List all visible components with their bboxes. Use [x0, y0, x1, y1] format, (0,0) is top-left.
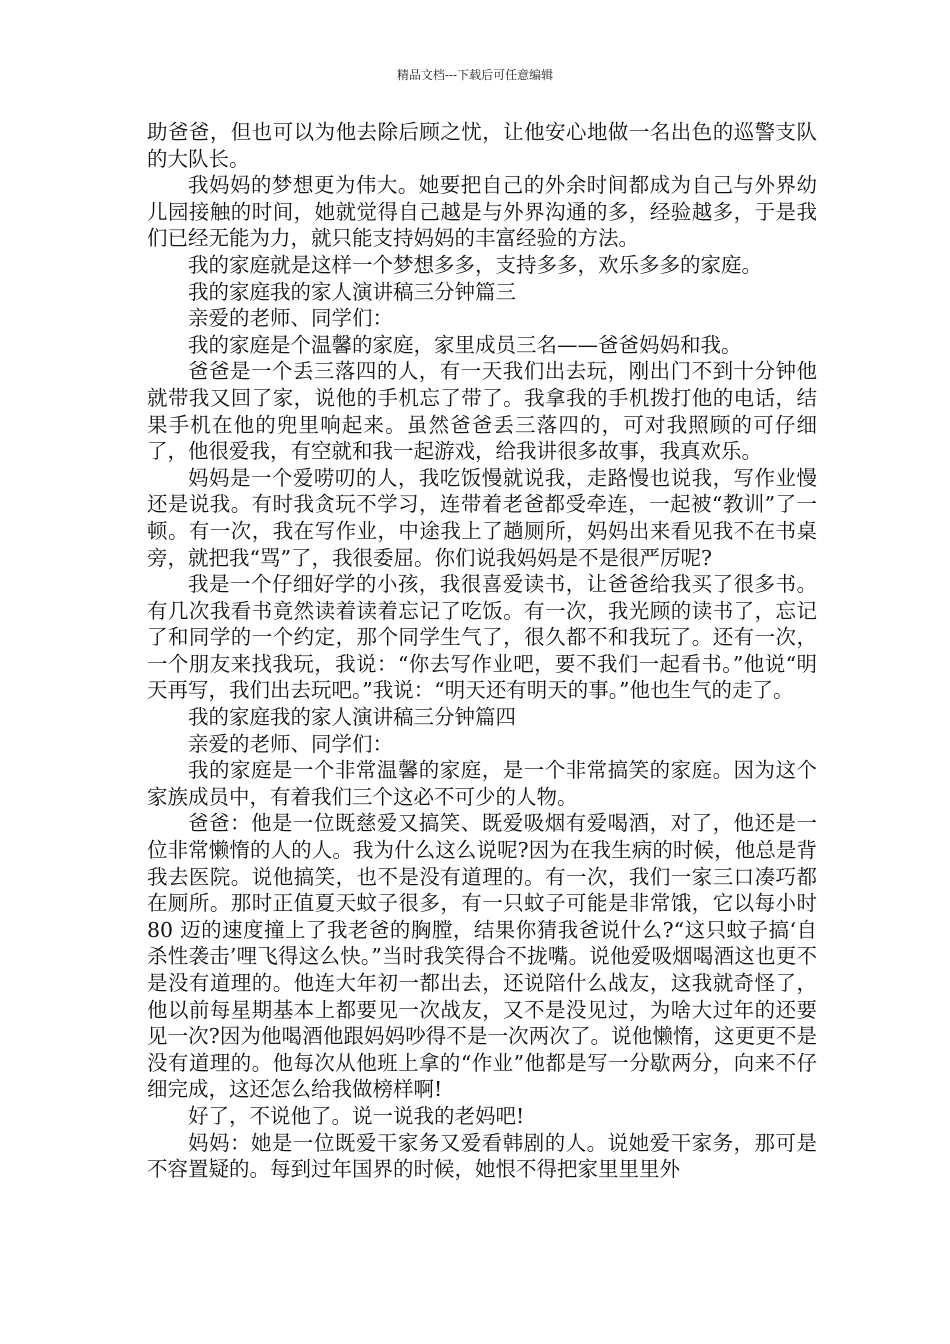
section-heading: 我的家庭我的家人演讲稿三分钟篇四	[188, 705, 516, 730]
document-body	[147, 119, 817, 1183]
paragraph: 我是一个仔细好学的小孩，我很喜爱读书，让爸爸给我买了很多书。有几次我看书竟然读着读着忘记了吃饭。有一次，我光顾的读书了，忘记了和同学的一个约定，那个同学生气了，很久都不和我玩了。还有一次，一个朋友来找我玩，我说：“你去写作业吧，要不我们一起看书。”他说“明天再写，我们出去玩吧。”我说：“明天还有明天的事。”他也生气的走了。	[147, 572, 817, 703]
paragraph: 好了，不说他了。说一说我的老妈吧!	[188, 1103, 525, 1128]
paragraph: 妈妈：她是一位既爱干家务又爱看韩剧的人。说她爱干家务，那可是不容置疑的。每到过年国界的时候，她恨不得把家里里里外	[147, 1130, 817, 1182]
paragraph: 我的家庭就是这样一个梦想多多，支持多多，欢乐多多的家庭。	[188, 252, 762, 277]
paragraph: 爸爸：他是一位既慈爱又搞笑、既爱吸烟有爱喝酒，对了，他还是一位非常懒惰的人的人。我为什么这么说呢?因为在我生病的时候，他总是背我去医院。说他搞笑，也不是没有道理的。有一次，我们一家三口凑巧都在厕所。那时正值夏天蚊子很多，有一只蚊子可能是非常饿，它以每小时 80 迈的速度撞上了我老爸的胸膛，结果你猜我爸说什么?“这只蚊子搞‘自杀性袭击’哩飞得这么快。”当时我笑得合不拢嘴。说他爱吸烟喝酒这也更不是没有道理的。他连大年初一都出去，还说陪什么战友，这我就奇怪了，他以前每星期基本上都要见一次战友，又不是没见过，为啥大过年的还要见一次?因为他喝酒他跟妈妈吵得不是一次两次了。说他懒惰，这更更不是没有道理的。他每次从他班上拿的“作业”他都是写一分歇两分，向来不仔细完成，这还怎么给我做榜样啊!	[147, 811, 817, 1102]
paragraph: 我妈妈的梦想更为伟大。她要把自己的外余时间都成为自己与外界幼儿园接触的时间，她就觉得自己越是与外界沟通的多，经验越多，于是我们已经无能为力，就只能支持妈妈的丰富经验的方法。	[147, 173, 817, 251]
salutation: 亲爱的老师、同学们：	[188, 731, 393, 756]
page-header: 精品文档---下载后可任意编辑	[396, 68, 554, 82]
paragraph: 爸爸是一个丢三落四的人，有一天我们出去玩，刚出门不到十分钟他就带我又回了家，说他的手机忘了带了。我拿我的手机拨打他的电话，结果手机在他的兜里响起来。虽然爸爸丢三落四的，可对我照顾的可仔细了，他很爱我，有空就和我一起游戏，给我讲很多故事，我真欢乐。	[147, 359, 817, 464]
paragraph: 助爸爸，但也可以为他去除后顾之忧，让他安心地做一名出色的巡警支队的大队长。	[147, 120, 817, 171]
paragraph: 妈妈是一个爱唠叨的人，我吃饭慢就说我，走路慢也说我，写作业慢还是说我。有时我贪玩不学习，连带着老爸都受牵连，一起被“教训”了一顿。有一次，我在写作业，中途我上了趟厕所，妈妈出来看见我不在书桌旁，就把我“骂”了，我很委屈。你们说我妈妈是不是很严厉呢?	[147, 465, 817, 570]
section-heading: 我的家庭我的家人演讲稿三分钟篇三	[188, 279, 516, 304]
paragraph: 我的家庭是个温馨的家庭，家里成员三名——爸爸妈妈和我。	[188, 332, 742, 357]
salutation: 亲爱的老师、同学们：	[188, 306, 393, 331]
paragraph: 我的家庭是一个非常温馨的家庭，是一个非常搞笑的家庭。因为这个家族成员中，有着我们三个这必不可少的人物。	[147, 758, 817, 809]
